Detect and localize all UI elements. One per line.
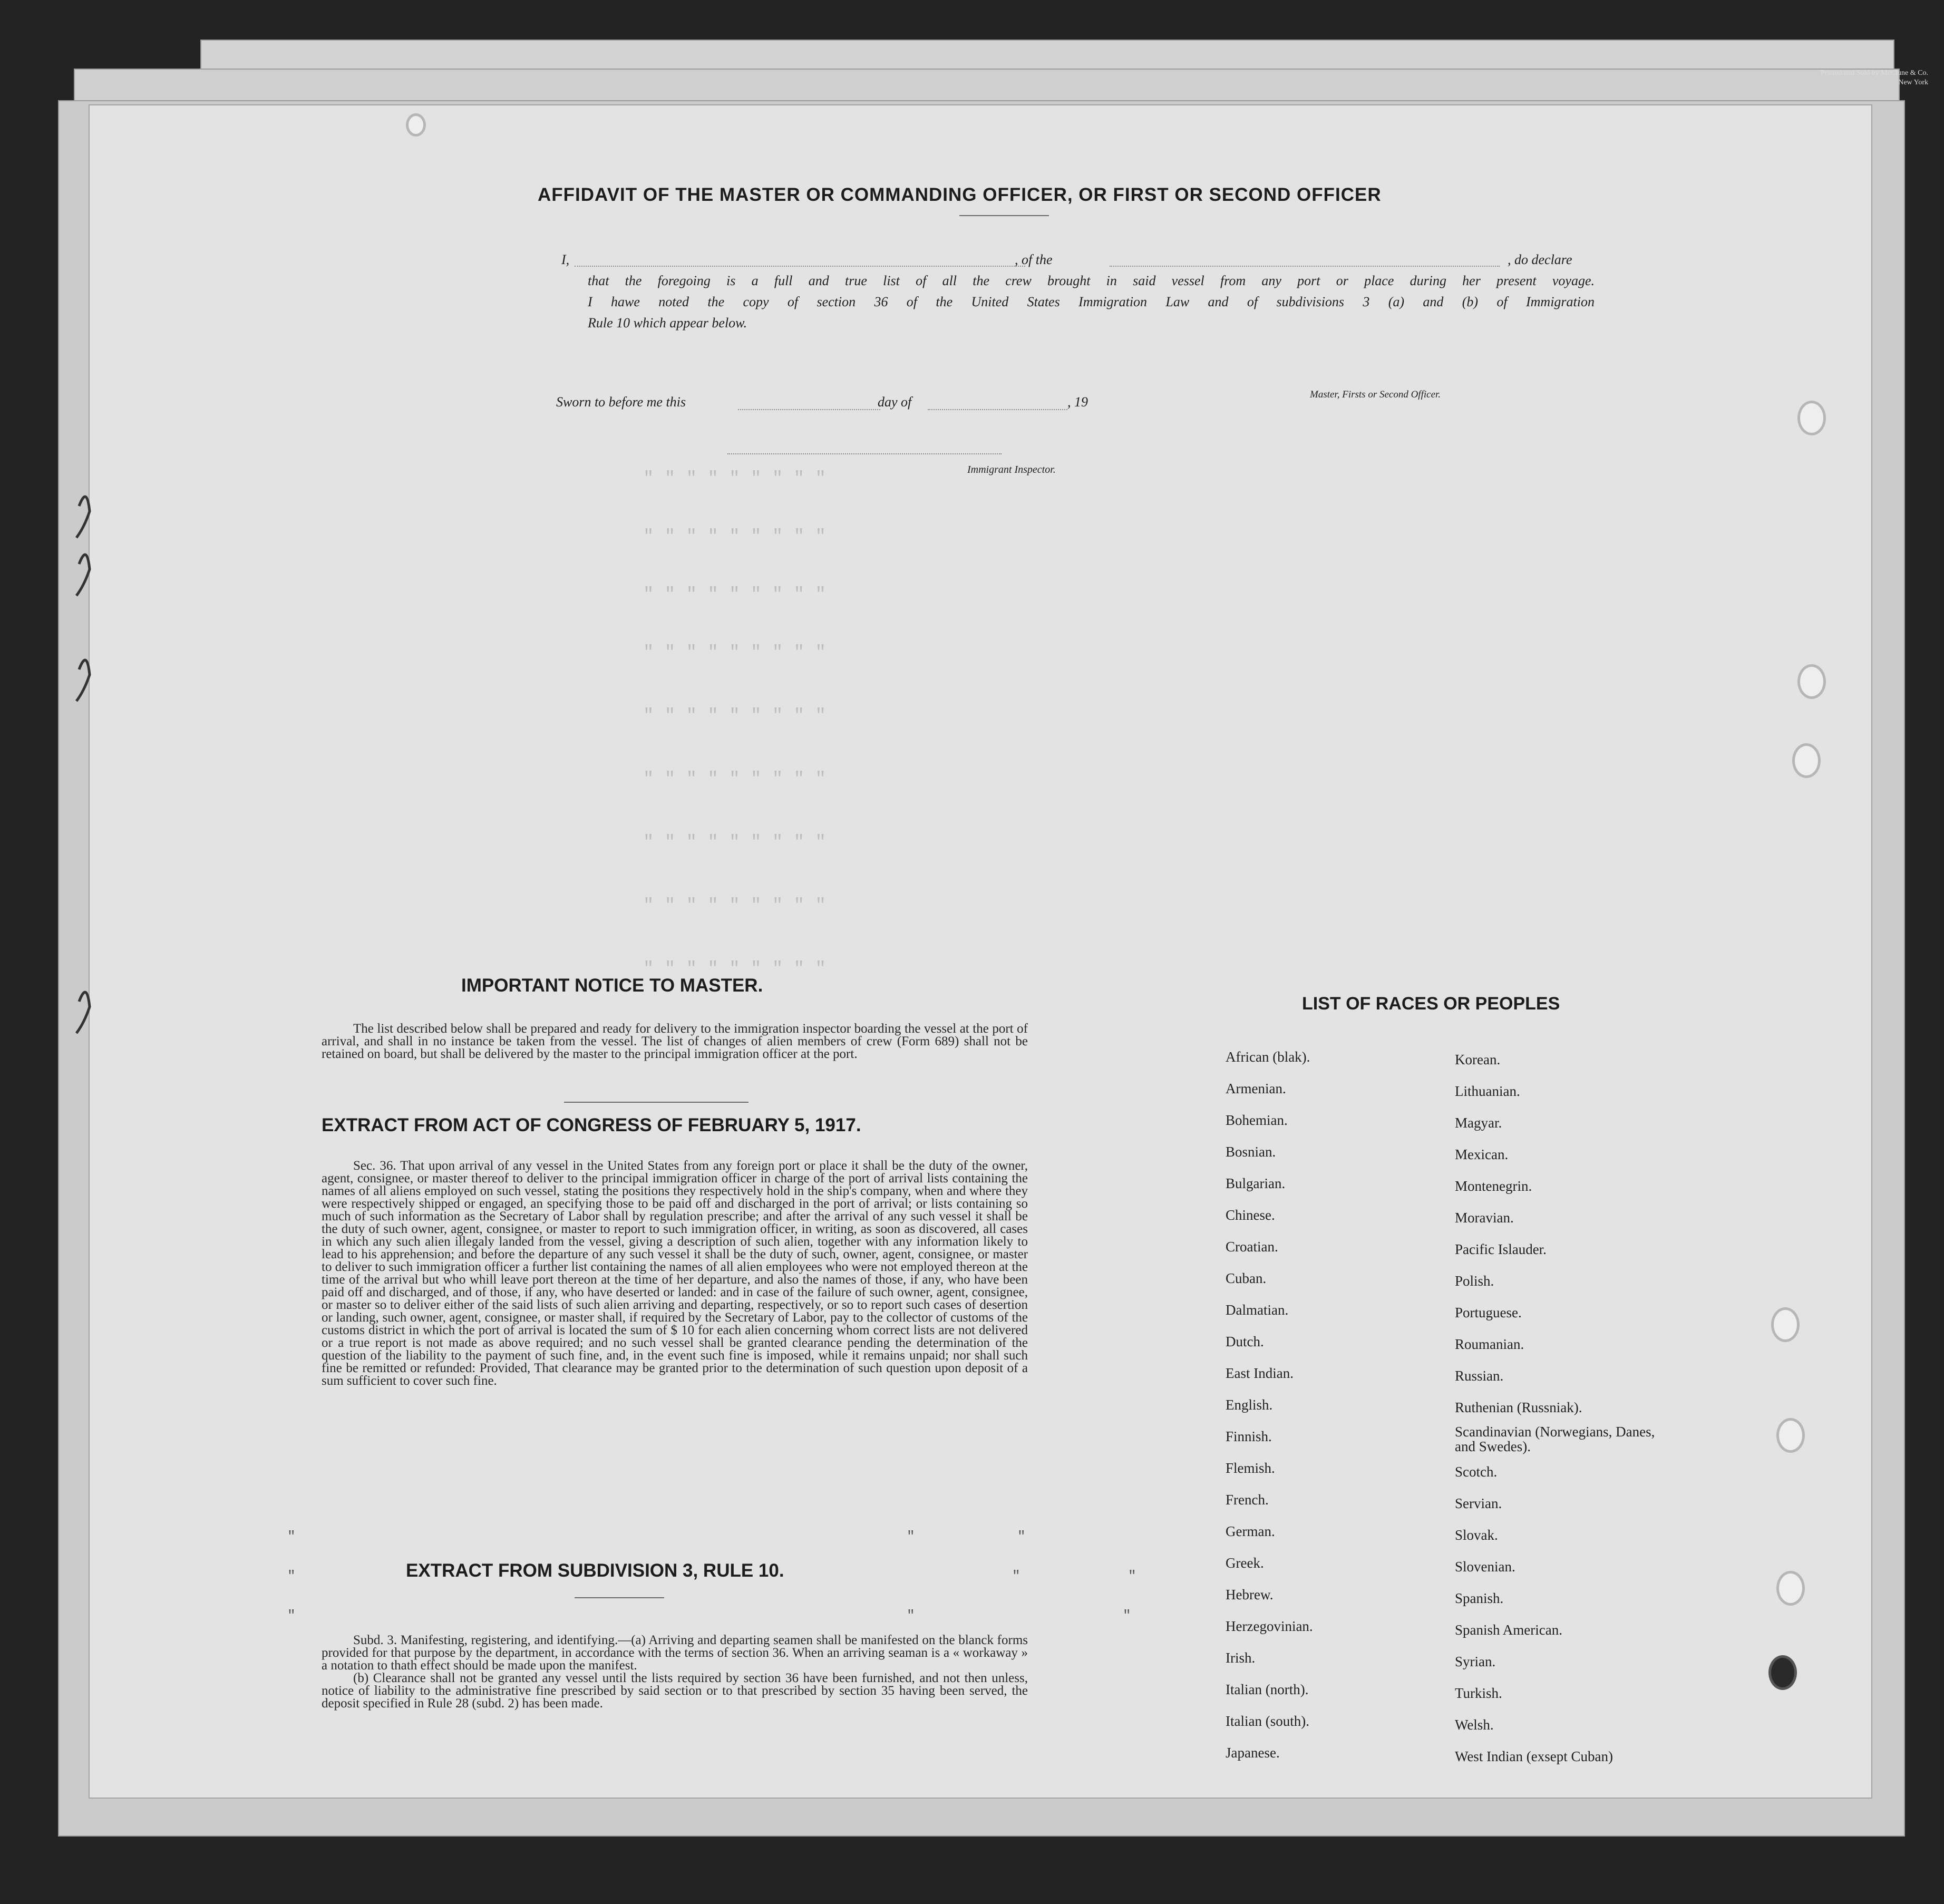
divider bbox=[575, 1597, 664, 1598]
race-item: Ruthenian (Russniak). bbox=[1455, 1400, 1582, 1415]
divider bbox=[959, 215, 1049, 216]
affidavit-page: " " " " " " " " " " " " " " " " " " " " " " " " " " " " " " " " " " " " " " " " " " " " " " " " " " " " " " " " " " " " " " " " " " " " " " " " " " " " " " " " " AFFIDAVIT OF THE MASTER OR COMMANDING OFFICER, OR FIRST OR SECOND OFFICER I, , of the , do declare that the foregoing is a full and true list of all the crew brought in said vessel from any port or place during her present voyage. I hawe noted the copy of section 36 of the United States Immigration Law and of subdivisions 3 (a) and (b) of Immigration Rule 10 which appear below. Master, Firsts or Second Officer. Sworn to before me this day of , 19 Immigrant Inspector. IMPORTANT NOTICE TO MASTER. The list described below shall be prepared and ready for delivery to the immigration inspector boarding the vessel at the port of arrival, and shall in no instance be taken from the vessel. The list of changes of alien members of crew (Form 689) shall not be retained on board, but shall be delivered by the master to the principal immigration officer at the port. EXTRACT FROM ACT OF CONGRESS OF FEBRUARY 5, 1917. Sec. 36. That upon arrival of any vessel in the United States from any foreign port or place it shall be the duty of the owner, agent, consignee, or master thereof to deliver to the principal immigration officer in charge of the port of arrival lists containing the names of all aliens employed on such vessel, stating the positions they respectively hold in the ship's company, when and where they were respectively shipped or engaged, an specifying those to be paid off and discharged in the port of arrival; or lists containing so much of such information as the Secretary of Labor shall by regulation prescribe; and after the arrival of any such vessel it shall be the duty of such owner, agent, consignee, or master to report to such immigration officer, in writing, as soon as discovered, all cases in which any such alien illegaly landed from the vessel, giving a description of such alien, together with any information likely to lead to his apprehension; and before the departure of any such vessel it shall be the duty of such, owner, agent, consignee, or master to deliver to such immigration officer a further list containing the names of all alien employees who were not employed thereon at the time of the arrival but who whill leave port thereon at the time of her departure, and also the names of those, if any, who have been paid off and discharged, and of those, if any, who have deserted or landed: and in case of the failure of such owner, agent, consignee, or master so to deliver either of the said lists of such alien arriving and departing, respectively, or so to report such cases of desertion or landing, such owner, agent, consignee, or master shall, if required by the Secretary of Labor, pay to the collector of customs of the customs district in which the port of arrival is located the sum of $ 10 for each alien concerning whom correct lists are not delivered or a true report is not made as above required; and no such vessel shall be granted clearance pending the determination of the question of the liability to the payment of such fine, and, in the event such fine is imposed, while it remains unpaid; nor shall such fine be remitted or refunded: Provided, That clearance may be granted prior to the determination of such question upon deposit of a sum sufficient to cover such fine. " " " " " " " " " EXTRACT FROM SUBDIVISION 3, RULE 10. Subd. 3. Manifesting, registering, and identifying.—(a) Arriving and departing seamen shall be manifested on the blanck forms provided for that purpose by the department, in accordance with the terms of section 36. When an arriving seaman is a « workaway » a notation to thath effect should be made upon the manifest. (b) Clearance shall not be granted any vessel until the lists required by section 36 have been furnished, and not then unless, notice of liability to the administrative fine prescribed by said section or to that prescribed by section 35 having been served, the deposit specified in Rule 28 (subd. 2) has been made. LIST OF RACES OR PEOPLES African (blak). Armenian. Bohemian. Bosnian. Bulgarian. Chinese. Croatian. Cuban. Dalmatian. Dutch. East Indian. English. Finnish. Flemish. French. German. Greek. Hebrew. Herzegovinian. Irish. Italian (north). Italian (south). Japanese. Korean. Lithuanian. Magyar. Mexican. Montenegrin. Moravian. Pacific Islauder. Polish. Portuguese. Roumanian. Russian. Ruthenian (Russniak). Scandinavian (Norwegians, Danes, and Swedes). Scotch. Servian. Slovak. Slovenian. Spanish. Spanish American. Syrian. Turkish. Welsh. West Indian (exsept Cuban) bbox=[90, 105, 1871, 1798]
race-item: French. bbox=[1226, 1492, 1269, 1508]
race-item: Slovak. bbox=[1455, 1527, 1498, 1543]
day-of-text: day of bbox=[878, 394, 912, 410]
race-item: Scotch. bbox=[1455, 1464, 1498, 1480]
race-item: West Indian (exsept Cuban) bbox=[1455, 1748, 1613, 1764]
affidavit-line-3: I hawe noted the copy of section 36 of the United States Immigration Law and of subdivisions 3 (a) and (b) of Immigration bbox=[588, 294, 1595, 309]
affidavit-line-4: Rule 10 which appear below. bbox=[588, 315, 747, 331]
race-item: Slovenian. bbox=[1455, 1559, 1515, 1575]
ditto-mark: " bbox=[287, 1608, 296, 1624]
punch-hole bbox=[1771, 1307, 1800, 1342]
divider bbox=[564, 1102, 749, 1103]
race-item: Roumanian. bbox=[1455, 1336, 1524, 1352]
race-item: Armenian. bbox=[1226, 1081, 1286, 1096]
affidavit-title: AFFIDAVIT OF THE MASTER OR COMMANDING OFFICER, OR FIRST OR SECOND OFFICER bbox=[538, 184, 1382, 205]
race-item: Chinese. bbox=[1226, 1207, 1275, 1223]
punch-hole bbox=[1797, 664, 1826, 699]
punch-hole bbox=[1768, 1655, 1797, 1690]
affidavit-of-the: , of the bbox=[1015, 252, 1053, 267]
ditto-mark: " bbox=[1017, 1529, 1026, 1544]
sworn-month-blank bbox=[928, 409, 1067, 410]
vessel-blank bbox=[1110, 266, 1500, 267]
race-item: Italian (north). bbox=[1226, 1682, 1309, 1697]
race-item: Irish. bbox=[1226, 1650, 1256, 1666]
race-item: Turkish. bbox=[1455, 1685, 1502, 1701]
race-item: Servian. bbox=[1455, 1495, 1502, 1511]
race-item: Welsh. bbox=[1455, 1717, 1494, 1733]
punch-hole bbox=[1792, 743, 1821, 778]
ditto-mark: " bbox=[907, 1529, 915, 1544]
race-item: Syrian. bbox=[1455, 1654, 1496, 1669]
race-item: Pacific Islauder. bbox=[1455, 1241, 1547, 1257]
race-item: Korean. bbox=[1455, 1052, 1501, 1067]
affidavit-i: I, bbox=[561, 252, 570, 267]
race-item: Spanish American. bbox=[1455, 1622, 1562, 1638]
race-item: Lithuanian. bbox=[1455, 1083, 1520, 1099]
race-item: Cuban. bbox=[1226, 1270, 1267, 1286]
act-title: EXTRACT FROM ACT OF CONGRESS OF FEBRUARY 5, 1917. bbox=[322, 1115, 861, 1135]
race-item: Moravian. bbox=[1455, 1210, 1514, 1226]
name-blank bbox=[575, 266, 1025, 267]
sworn-day-blank bbox=[738, 409, 880, 410]
race-item: Finnish. bbox=[1226, 1429, 1272, 1444]
races-column-2 bbox=[1455, 1044, 1666, 1772]
race-item: African (blak). bbox=[1226, 1049, 1310, 1065]
punch-hole bbox=[1797, 401, 1826, 435]
race-item: Dalmatian. bbox=[1226, 1302, 1289, 1318]
punch-hole bbox=[406, 113, 426, 137]
race-item: Bosnian. bbox=[1226, 1144, 1276, 1160]
race-item: German. bbox=[1226, 1523, 1275, 1539]
race-item: Magyar. bbox=[1455, 1115, 1502, 1131]
ditto-mark: " bbox=[1123, 1608, 1131, 1624]
races-column-1 bbox=[1226, 1041, 1313, 1769]
ditto-mark: " bbox=[1128, 1568, 1136, 1584]
race-item: Russian. bbox=[1455, 1368, 1504, 1384]
rule-text: Subd. 3. Manifesting, registering, and identifying.—(a) Arriving and departing seamen shall be manifested on the blanck forms provided for that purpose by the department, in accordance with the terms of section 36. When an arriving seaman is a « workaway » a notation to thath effect should be made upon the manifest. (b) Clearance shall not be granted any vessel until the lists required by section 36 have been furnished, and not then unless, notice of liability to the administrative fine prescribed by said section or to that prescribed by section 35 having been served, the deposit specified in Rule 28 (subd. 2) has been made. bbox=[322, 1633, 1028, 1711]
race-item: Mexican. bbox=[1455, 1147, 1509, 1162]
race-item: Hebrew. bbox=[1226, 1587, 1274, 1602]
race-item: Portuguese. bbox=[1455, 1305, 1522, 1320]
punch-hole bbox=[1776, 1418, 1805, 1453]
handwriting-marks bbox=[63, 474, 95, 1265]
race-item: Scandinavian (Norwegians, Danes, and Swedes). bbox=[1455, 1424, 1655, 1454]
race-item: Herzegovinian. bbox=[1226, 1618, 1313, 1634]
ditto-mark: " bbox=[1012, 1568, 1020, 1584]
ditto-mark: " bbox=[287, 1529, 296, 1544]
signature-label: Master, Firsts or Second Officer. bbox=[1310, 389, 1441, 400]
races-title: LIST OF RACES OR PEOPLES bbox=[1302, 994, 1560, 1014]
race-item: Flemish. bbox=[1226, 1460, 1275, 1476]
ditto-mark: " bbox=[287, 1568, 296, 1584]
race-item: Japanese. bbox=[1226, 1745, 1280, 1761]
punch-hole bbox=[1776, 1571, 1805, 1606]
ditto-mark: " bbox=[907, 1608, 915, 1624]
inspector-label: Immigrant Inspector. bbox=[967, 464, 1056, 475]
notice-text: The list described below shall be prepared and ready for delivery to the immigration inspector boarding the vessel at the port of arrival, and shall in no instance be taken from the vessel. The list of changes of alien members of crew (Form 689) shall not be retained on board, but shall be delivered by the master to the principal immigration officer at the port. bbox=[322, 1022, 1028, 1061]
race-item: Polish. bbox=[1455, 1273, 1494, 1289]
inspector-signature-blank bbox=[727, 453, 1002, 454]
race-item: Italian (south). bbox=[1226, 1713, 1309, 1729]
act-text: Sec. 36. That upon arrival of any vessel in the United States from any foreign port or place it shall be the duty of the owner, agent, consignee, or master thereof to deliver to the principal immigration officer in charge of the port of arrival lists containing the names of all aliens employed on such vessel, stating the positions they respectively hold in the ship's company, when and where they were respectively shipped or engaged, an specifying those to be paid off and discharged in the port of arrival; or lists containing so much of such information as the Secretary of Labor shall by regulation prescribe; and after the arrival of any such vessel it shall be the duty of such owner, agent, consignee, or master to report to such immigration officer, in writing, as soon as discovered, all cases in which any such alien illegaly landed from the vessel, giving a description of such alien, together with any information likely to lead to his apprehension; and before the departure of any such vessel it shall be the duty of such, owner, agent, consignee, or master to deliver to such immigration officer a further list containing the names of all alien employees who were not employed thereon at the time of the arrival but who whill leave port thereon at the time of her departure, and also the names of those, if any, who have been paid off and discharged, and of those, if any, who have deserted or landed: and in case of the failure of such owner, agent, consignee, or master so to deliver either of the said lists of such alien arriving and departing, respectively, or so to report such cases of desertion or landing, such owner, agent, consignee, or master shall, if required by the Secretary of Labor, pay to the collector of customs of the customs district in which the port of arrival is located the sum of $ 10 for each alien concerning whom correct lists are not delivered or a true report is not made as above required; and no such vessel shall be granted clearance pending the determination of the question of the liability to the payment of such fine, and, in the event such fine is imposed, while it remains unpaid; nor shall such fine be remitted or refunded: Provided, That clearance may be granted prior to the determination of such question upon deposit of a sum sufficient to cover such fine. bbox=[322, 1159, 1028, 1388]
year-text: , 19 bbox=[1067, 394, 1088, 410]
printer-imprint: Printed and Sold by McClune & Co. New York bbox=[1820, 69, 1928, 86]
sworn-text: Sworn to before me this bbox=[556, 394, 686, 410]
race-item: Bulgarian. bbox=[1226, 1176, 1286, 1191]
affidavit-line-2: that the foregoing is a full and true list of all the crew brought in said vessel from any port or place during her present voyage. bbox=[588, 273, 1595, 288]
race-item: Spanish. bbox=[1455, 1590, 1504, 1606]
race-item: Croatian. bbox=[1226, 1239, 1278, 1255]
race-item: Montenegrin. bbox=[1455, 1178, 1532, 1194]
affidavit-declare: , do declare bbox=[1508, 252, 1572, 267]
race-item: English. bbox=[1226, 1397, 1273, 1413]
rule-title: EXTRACT FROM SUBDIVISION 3, RULE 10. bbox=[406, 1560, 784, 1581]
notice-title: IMPORTANT NOTICE TO MASTER. bbox=[461, 975, 763, 996]
race-item: East Indian. bbox=[1226, 1365, 1294, 1381]
race-item: Bohemian. bbox=[1226, 1112, 1288, 1128]
race-item: Greek. bbox=[1226, 1555, 1264, 1571]
race-item: Dutch. bbox=[1226, 1334, 1264, 1349]
